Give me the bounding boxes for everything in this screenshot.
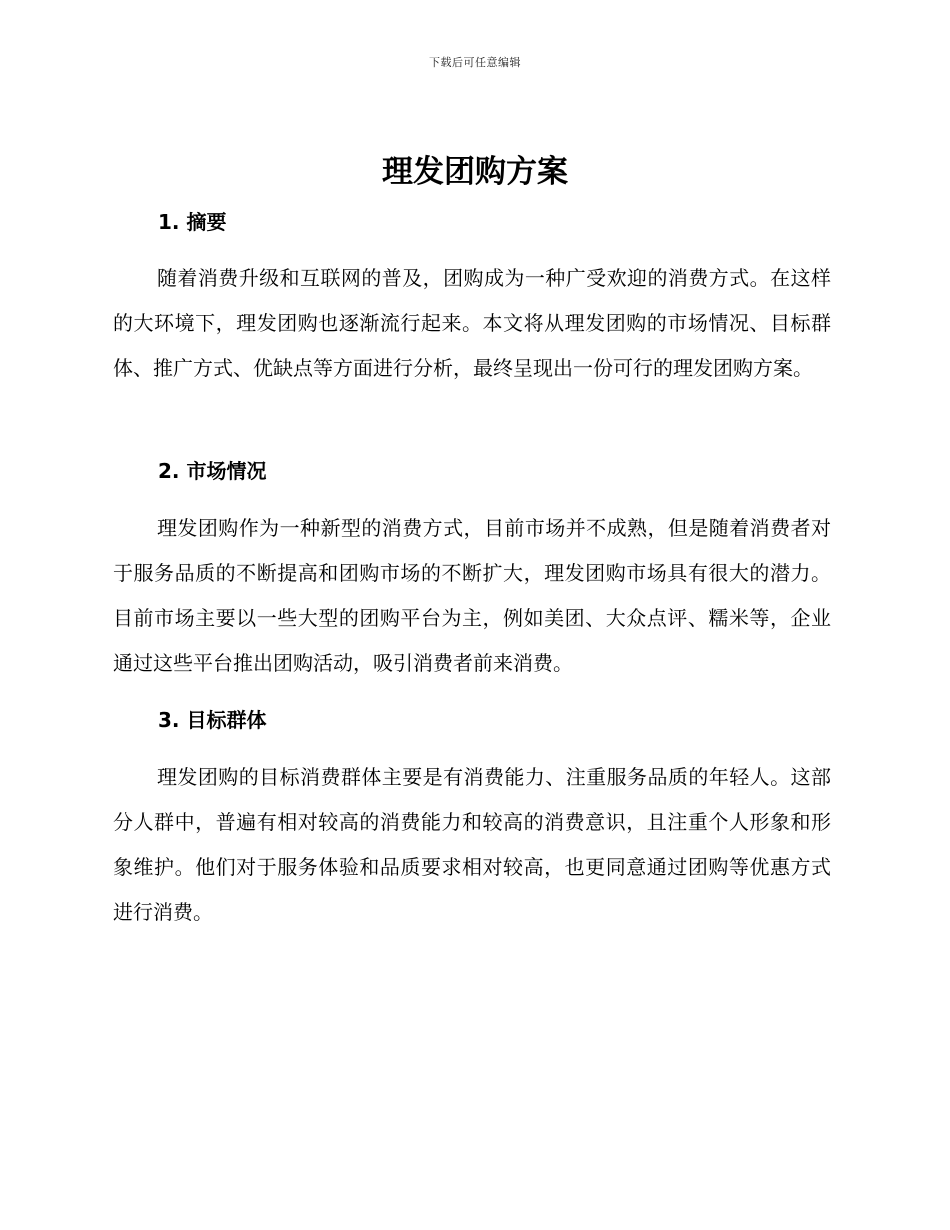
section-heading-target-group: 3. 目标群体 (158, 708, 267, 732)
page-header-note: 下载后可任意编辑 (429, 56, 521, 69)
section-heading-market: 2. 市场情况 (158, 459, 267, 483)
section-body-target-group: 理发团购的目标消费群体主要是有消费能力、注重服务品质的年轻人。这部分人群中，普遍有相对较高的消费能力和较高的消费意识，且注重个人形象和形象维护。他们对于服务体验和品质要求相对较高，也更同意通过团购等优惠方式进行消费。 (113, 765, 831, 924)
section-heading-summary: 1. 摘要 (158, 210, 227, 234)
section-body-market: 理发团购作为一种新型的消费方式，目前市场并不成熟，但是随着消费者对于服务品质的不断提高和团购市场的不断扩大，理发团购市场具有很大的潜力。目前市场主要以一些大型的团购平台为主，例如美团、大众点评、糯米等，企业通过这些平台推出团购活动，吸引消费者前来消费。 (113, 516, 831, 675)
section-body-summary: 随着消费升级和互联网的普及，团购成为一种广受欢迎的消费方式。在这样的大环境下，理发团购也逐渐流行起来。本文将从理发团购的市场情况、目标群体、推广方式、优缺点等方面进行分析，最终呈现出一份可行的理发团购方案。 (113, 266, 831, 380)
document-title: 理发团购方案 (382, 154, 568, 190)
